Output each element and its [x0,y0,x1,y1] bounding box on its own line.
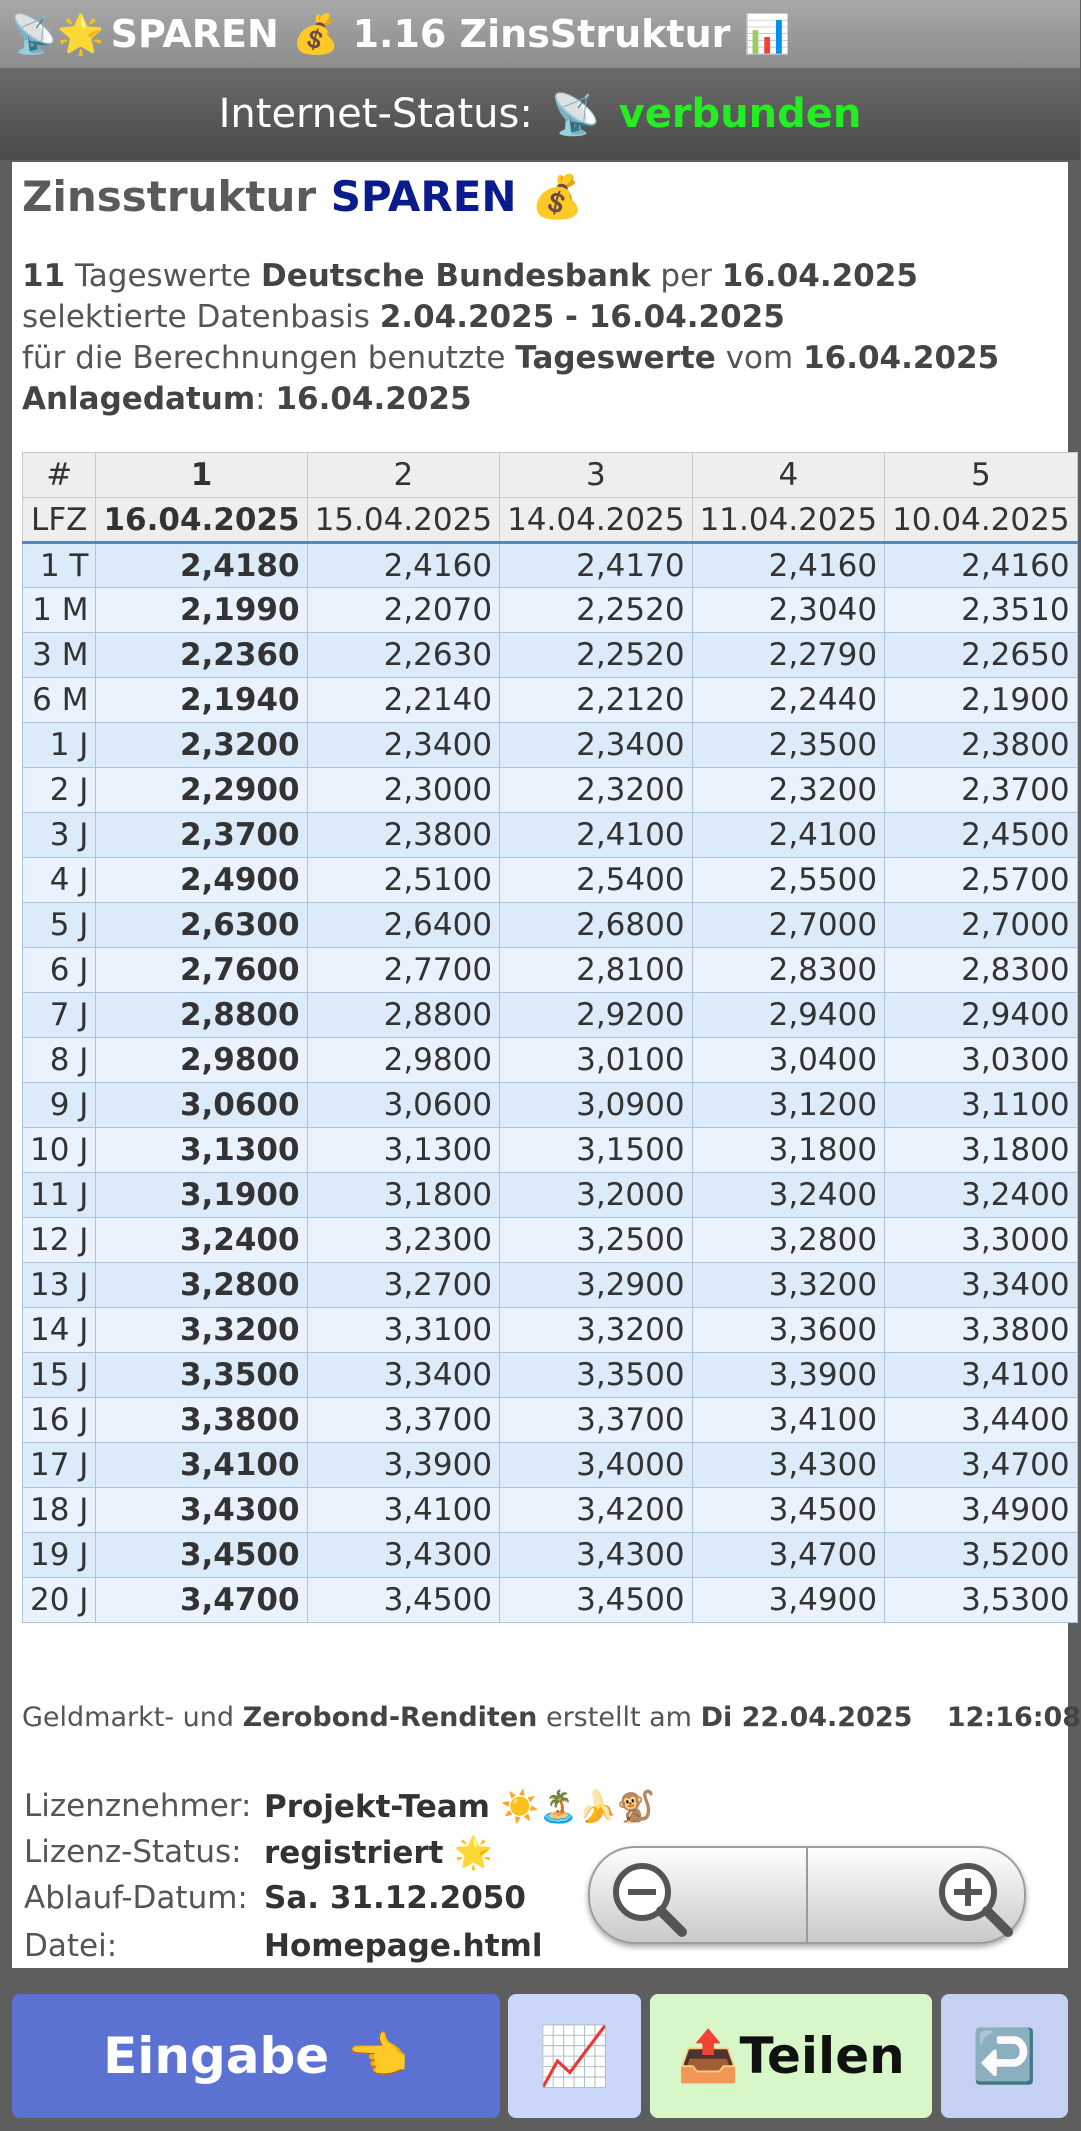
rate-cell: 2,2360 [96,633,307,678]
column-number-cell: 4 [692,453,885,498]
file-value: Homepage.html [264,1928,543,1964]
rate-cell: 2,2140 [307,678,500,723]
zoom-control [588,1846,1026,1944]
rate-cell: 3,3900 [307,1443,500,1488]
maturity-cell: 10 J [23,1128,96,1173]
maturity-cell: 18 J [23,1488,96,1533]
rate-cell: 2,7700 [307,948,500,993]
rate-cell: 2,3400 [500,723,693,768]
rate-cell: 2,8300 [885,948,1078,993]
rate-cell: 3,4500 [307,1578,500,1623]
table-row [23,633,1078,678]
rate-cell: 2,4180 [96,543,307,588]
rate-cell: 3,0400 [692,1038,885,1083]
rate-cell: 3,2400 [96,1218,307,1263]
column-date-cell: 10.04.2025 [885,498,1078,543]
column-number-cell: 3 [500,453,693,498]
table-row [23,903,1078,948]
maturity-cell: 1 M [23,588,96,633]
rate-cell: 2,2070 [307,588,500,633]
maturity-cell: 8 J [23,1038,96,1083]
table-row [23,1038,1078,1083]
rate-cell: 2,8300 [692,948,885,993]
rate-cell: 3,4900 [885,1488,1078,1533]
rate-cell: 2,3400 [307,723,500,768]
maturity-cell: 16 J [23,1398,96,1443]
maturity-cell: 12 J [23,1218,96,1263]
table-row [23,1083,1078,1128]
rate-cell: 3,2900 [500,1263,693,1308]
expiry-date-value: Sa. 31.12.2050 [264,1880,526,1916]
share-button[interactable]: 📤Teilen [650,1994,932,2118]
table-row [23,1578,1078,1623]
table-row [23,1443,1078,1488]
rate-cell: 3,2400 [885,1173,1078,1218]
money-bag-icon: 💰 [531,172,584,221]
rate-cell: 3,0900 [500,1083,693,1128]
header-cell: # [23,453,96,498]
rate-cell: 2,3700 [885,768,1078,813]
app-title: SPAREN 💰 1.16 ZinsStruktur 📊 [110,11,791,56]
rate-cell: 2,2520 [500,633,693,678]
table-row [23,543,1078,588]
rate-cell: 3,3200 [96,1308,307,1353]
page-title: Zinsstruktur SPAREN 💰 [22,172,584,221]
rate-cell: 3,4500 [692,1488,885,1533]
internet-status-label: Internet-Status: [218,91,533,137]
rate-cell: 3,2300 [307,1218,500,1263]
maturity-cell: 6 J [23,948,96,993]
rate-cell: 3,3500 [96,1353,307,1398]
table-row [23,813,1078,858]
rate-cell: 2,3800 [885,723,1078,768]
rate-cell: 2,3200 [500,768,693,813]
internet-status-value: verbunden [618,91,862,137]
rate-cell: 2,5700 [885,858,1078,903]
table-row [23,588,1078,633]
column-date-cell: 15.04.2025 [307,498,500,543]
rate-cell: 2,3800 [307,813,500,858]
rate-cell: 2,7600 [96,948,307,993]
satellite-star-icon: 📡🌟 [10,11,105,56]
rate-cell: 3,3400 [307,1353,500,1398]
rate-cell: 2,5500 [692,858,885,903]
maturity-cell: 20 J [23,1578,96,1623]
rate-cell: 3,1900 [96,1173,307,1218]
maturity-cell: 1 J [23,723,96,768]
table-row [23,768,1078,813]
rate-cell: 3,2800 [692,1218,885,1263]
rate-cell: 3,3800 [96,1398,307,1443]
table-row [23,1488,1078,1533]
rate-cell: 3,1500 [500,1128,693,1173]
rate-cell: 2,2630 [307,633,500,678]
rate-cell: 3,1200 [692,1083,885,1128]
rate-cell: 2,4100 [692,813,885,858]
rate-cell: 2,6300 [96,903,307,948]
rate-cell: 3,3900 [692,1353,885,1398]
rate-cell: 3,4100 [96,1443,307,1488]
table-row [23,1263,1078,1308]
maturity-cell: 14 J [23,1308,96,1353]
rate-cell: 3,4000 [500,1443,693,1488]
rate-cell: 2,3000 [307,768,500,813]
rate-cell: 3,0600 [96,1083,307,1128]
rate-cell: 2,2520 [500,588,693,633]
zoom-in-icon [808,1848,1023,1942]
rate-cell: 3,4700 [885,1443,1078,1488]
table-row [23,1218,1078,1263]
zoom-out-button[interactable] [590,1848,808,1942]
table-row [23,1398,1078,1443]
rate-cell: 2,9800 [96,1038,307,1083]
rate-cell: 3,3500 [500,1353,693,1398]
rate-cell: 3,3200 [500,1308,693,1353]
rate-cell: 2,4500 [885,813,1078,858]
column-number-cell: 5 [885,453,1078,498]
rate-cell: 2,8800 [307,993,500,1038]
table-row [23,1308,1078,1353]
rate-cell: 3,4200 [500,1488,693,1533]
maturity-cell: 11 J [23,1173,96,1218]
rate-cell: 3,0300 [885,1038,1078,1083]
rate-cell: 2,6400 [307,903,500,948]
rate-cell: 2,4900 [96,858,307,903]
rate-cell: 3,0100 [500,1038,693,1083]
maturity-cell: 6 M [23,678,96,723]
rate-cell: 3,3400 [885,1263,1078,1308]
rate-cell: 2,7000 [885,903,1078,948]
rate-cell: 3,1300 [96,1128,307,1173]
satellite-icon: 📡 [550,91,601,138]
header-cell: LFZ [23,498,96,543]
rate-cell: 3,3600 [692,1308,885,1353]
rate-cell: 3,1300 [307,1128,500,1173]
rate-cell: 3,1800 [885,1128,1078,1173]
rate-cell: 2,9400 [885,993,1078,1038]
app-titlebar [0,0,1080,68]
rate-cell: 2,1990 [96,588,307,633]
rate-cell: 2,8100 [500,948,693,993]
rate-cell: 2,7000 [692,903,885,948]
rate-cell: 2,4100 [500,813,693,858]
table-row [23,948,1078,993]
rate-cell: 2,3200 [692,768,885,813]
maturity-cell: 4 J [23,858,96,903]
table-row [23,1173,1078,1218]
rate-cell: 3,4300 [692,1443,885,1488]
table-row [23,1128,1078,1173]
rate-cell: 2,4170 [500,543,693,588]
rate-cell: 3,3100 [307,1308,500,1353]
expiry-date-label: Ablauf-Datum: [24,1880,248,1916]
rate-cell: 2,5400 [500,858,693,903]
maturity-cell: 9 J [23,1083,96,1128]
table-row [23,723,1078,768]
license-status-label: Lizenz-Status: [24,1834,242,1870]
rate-cell: 3,4500 [500,1578,693,1623]
rate-cell: 3,4100 [307,1488,500,1533]
rate-cell: 2,6800 [500,903,693,948]
rate-cell: 3,3700 [500,1398,693,1443]
maturity-cell: 3 J [23,813,96,858]
rate-cell: 3,2700 [307,1263,500,1308]
maturity-cell: 2 J [23,768,96,813]
rate-cell: 2,1940 [96,678,307,723]
back-button[interactable]: ↩️ [941,1994,1068,2118]
maturity-cell: 3 M [23,633,96,678]
zoom-in-button[interactable] [808,1848,1024,1942]
maturity-cell: 7 J [23,993,96,1038]
rate-cell: 2,3700 [96,813,307,858]
rate-cell: 2,2120 [500,678,693,723]
created-note: Geldmarkt- und Zerobond-Renditen erstellt am Di 22.04.2025 12:16:08 [22,1702,1081,1733]
column-number-cell: 2 [307,453,500,498]
rate-cell: 3,5300 [885,1578,1078,1623]
rate-cell: 2,2790 [692,633,885,678]
rate-cell: 3,0600 [307,1083,500,1128]
rate-cell: 2,4160 [307,543,500,588]
rate-cell: 2,1900 [885,678,1078,723]
rate-cell: 2,3200 [96,723,307,768]
rate-cell: 2,3040 [692,588,885,633]
maturity-cell: 19 J [23,1533,96,1578]
rate-cell: 3,4400 [885,1398,1078,1443]
column-number-row [23,453,1078,498]
license-holder-label: Lizenznehmer: [24,1788,252,1824]
table-row [23,993,1078,1038]
zoom-out-icon [590,1848,805,1942]
rate-cell: 3,1800 [307,1173,500,1218]
table-row [23,1353,1078,1398]
internet-status-bar [0,68,1080,160]
rate-cell: 3,4300 [500,1533,693,1578]
rate-cell: 2,8800 [96,993,307,1038]
maturity-cell: 13 J [23,1263,96,1308]
rate-cell: 3,4100 [885,1353,1078,1398]
data-info: 11 Tageswerte Deutsche Bundesbank per 16.04.2025 selektierte Datenbasis 2.04.2025 - 16.04.2025 für die Berechnungen benutzte Tageswerte vom 16.04.2025 Anlagedatum: 16.04.2025 [22,258,1000,417]
rate-cell: 3,4700 [692,1533,885,1578]
chart-button[interactable]: 📈 [508,1994,641,2118]
rate-cell: 2,9800 [307,1038,500,1083]
rate-cell: 3,3800 [885,1308,1078,1353]
rate-cell: 3,4300 [307,1533,500,1578]
rate-cell: 3,3700 [307,1398,500,1443]
rate-cell: 2,3500 [692,723,885,768]
bottom-toolbar [0,1968,1080,2131]
rate-cell: 3,2400 [692,1173,885,1218]
rate-cell: 2,2440 [692,678,885,723]
rate-cell: 2,4160 [692,543,885,588]
maturity-cell: 1 T [23,543,96,588]
license-holder-value: Projekt-Team ☀️🏝️🍌🐒 [264,1789,656,1825]
rate-cell: 3,4100 [692,1398,885,1443]
table-row [23,1533,1078,1578]
column-date-cell: 11.04.2025 [692,498,885,543]
rate-cell: 2,9400 [692,993,885,1038]
yield-curve-table [22,452,1078,1623]
rate-cell: 3,2000 [500,1173,693,1218]
rate-cell: 3,1800 [692,1128,885,1173]
table-row [23,678,1078,723]
rate-cell: 3,1100 [885,1083,1078,1128]
rate-cell: 2,9200 [500,993,693,1038]
column-date-cell: 14.04.2025 [500,498,693,543]
rate-cell: 2,5100 [307,858,500,903]
rate-cell: 2,4160 [885,543,1078,588]
eingabe-button[interactable]: Eingabe 👈 [12,1994,500,2118]
column-date-row [23,498,1078,543]
file-label: Datei: [24,1928,118,1964]
rate-cell: 3,4900 [692,1578,885,1623]
column-number-cell: 1 [96,453,307,498]
maturity-cell: 17 J [23,1443,96,1488]
rate-cell: 3,3200 [692,1263,885,1308]
rate-cell: 3,3000 [885,1218,1078,1263]
rate-cell: 3,2500 [500,1218,693,1263]
license-status-value: registriert 🌟 [264,1835,493,1871]
column-date-cell: 16.04.2025 [96,498,307,543]
rate-cell: 3,5200 [885,1533,1078,1578]
rate-cell: 2,2650 [885,633,1078,678]
maturity-cell: 15 J [23,1353,96,1398]
report-view[interactable] [12,162,1081,1968]
rate-cell: 2,2900 [96,768,307,813]
rate-cell: 3,4300 [96,1488,307,1533]
rate-cell: 3,2800 [96,1263,307,1308]
rate-cell: 3,4500 [96,1533,307,1578]
maturity-cell: 5 J [23,903,96,948]
table-row [23,858,1078,903]
rate-cell: 2,3510 [885,588,1078,633]
rate-cell: 3,4700 [96,1578,307,1623]
